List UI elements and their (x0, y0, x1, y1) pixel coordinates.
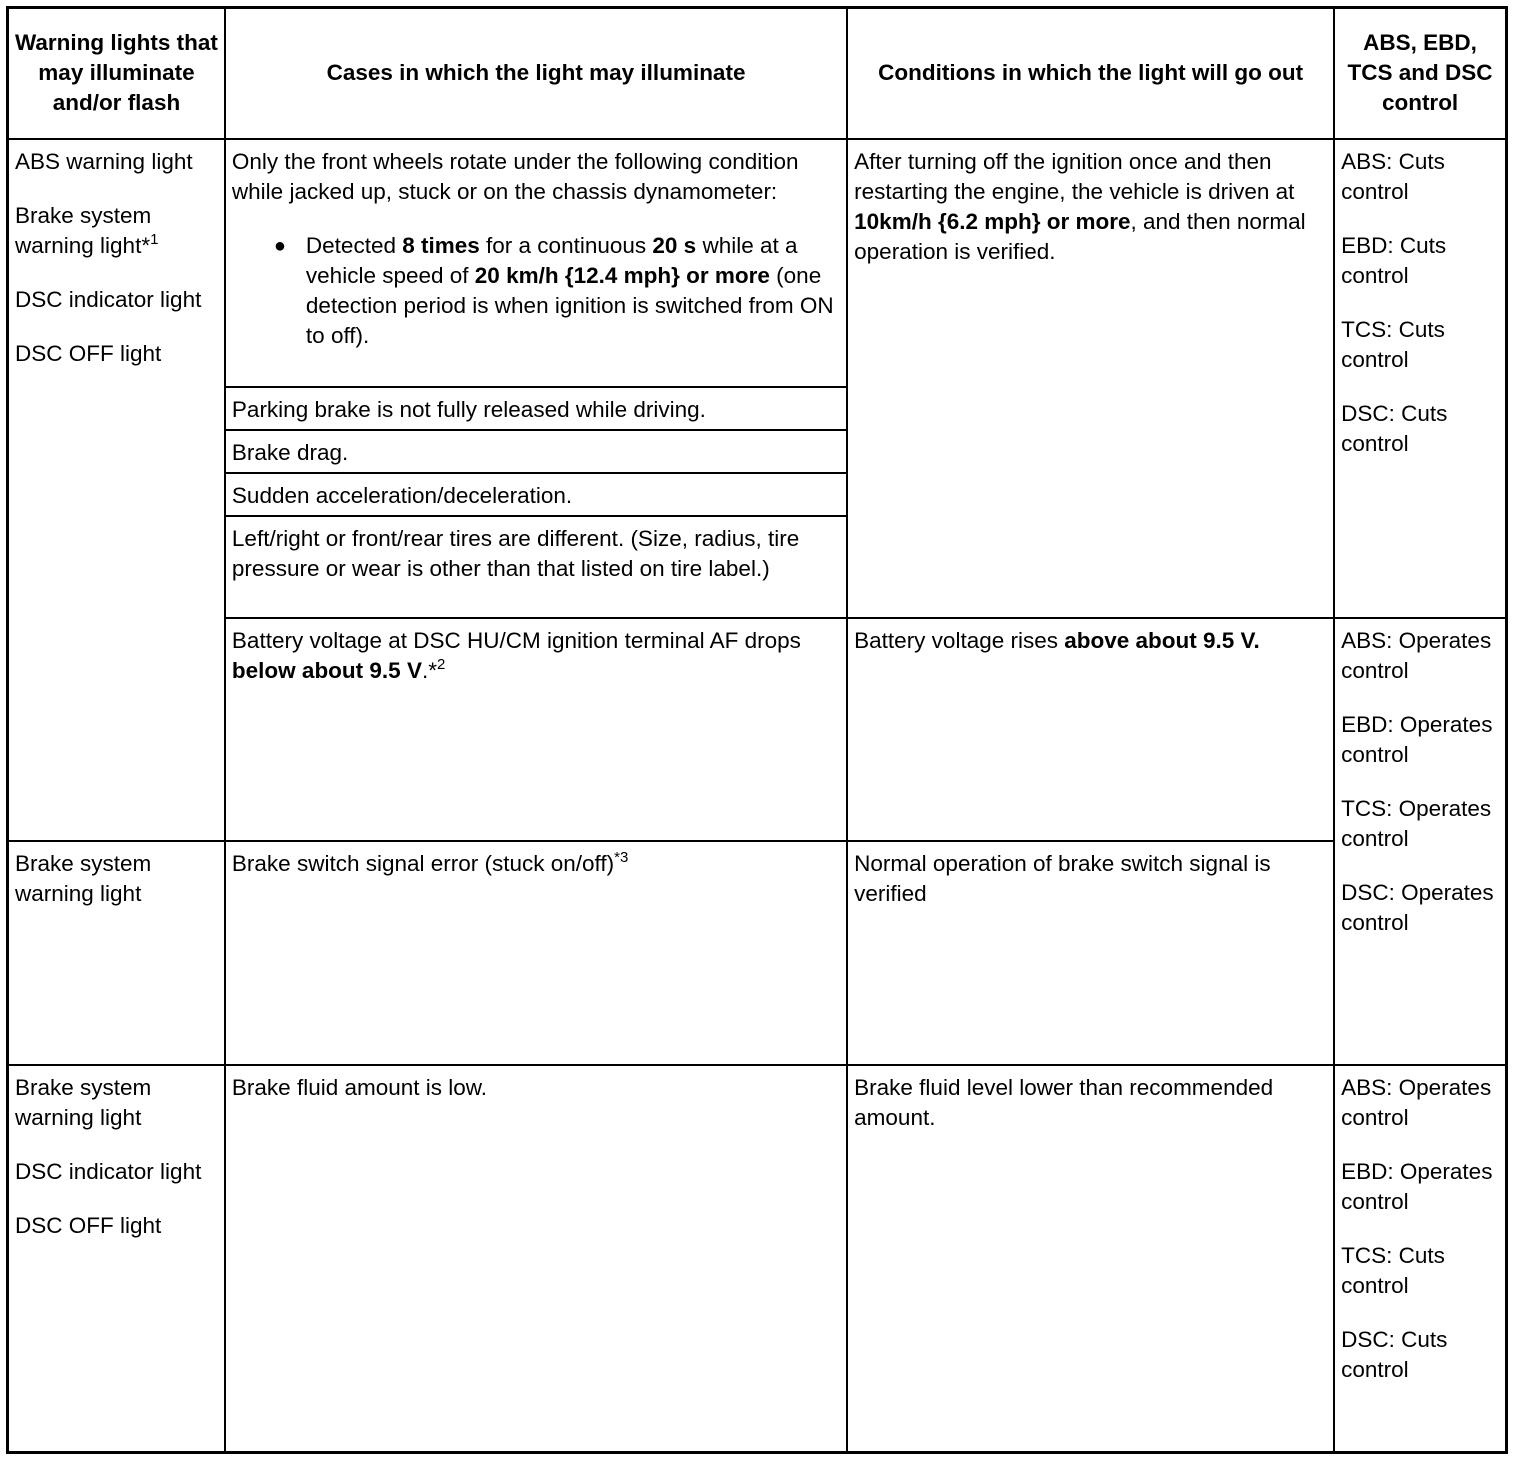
goes-out-battery-cell: Battery voltage rises above about 9.5 V. (847, 618, 1334, 841)
control-dsc: DSC: Cuts control (1341, 400, 1448, 456)
control-operates-cell (1334, 618, 1506, 1065)
header-warning-lights: Warning lights that may illuminate and/or flash (8, 8, 225, 139)
table-row (8, 1065, 1507, 1453)
case-tires-different: Left/right or front/rear tires are different. (Size, radius, tire pressure or wear is other than that listed on tire label.) (225, 516, 847, 618)
control-tcs: TCS: Cuts control (1341, 1242, 1445, 1298)
header-cases: Cases in which the light may illuminate (225, 8, 847, 139)
case-front-wheels (225, 139, 847, 387)
warning-light-table-container (6, 6, 1508, 1454)
control-abs: ABS: Operates control (1341, 627, 1492, 683)
case-bullet-text: Detected 8 times for a continuous 20 s while at a vehicle speed of 20 km/h {12.4 mph} or more (one detection period is when ignition is switched from ON to off). (305, 232, 834, 348)
control-cuts-cell (1334, 139, 1506, 618)
case-parking-brake: Parking brake is not fully released while driving. (225, 387, 847, 430)
light-abs-warning: ABS warning light (15, 148, 193, 174)
control-brake-fluid-cell (1334, 1065, 1506, 1453)
control-tcs: TCS: Cuts control (1341, 316, 1445, 372)
table-header-row (8, 8, 1507, 139)
case-front-wheels-intro: Only the front wheels rotate under the following condition while jacked up, stuck or on the chassis dynamometer: (231, 148, 799, 204)
case-brake-drag: Brake drag. (225, 430, 847, 473)
group1-lights-cell (8, 139, 225, 841)
header-control: ABS, EBD, TCS and DSC control (1334, 8, 1506, 139)
case-battery-voltage: Battery voltage at DSC HU/CM ignition terminal AF drops below about 9.5 V.*$^2$ (225, 618, 847, 841)
table-row (8, 139, 1507, 387)
control-ebd: EBD: Operates control (1341, 711, 1493, 767)
table-row (8, 618, 1507, 841)
case-bullet-item (274, 231, 841, 351)
case-brake-fluid: Brake fluid amount is low. (225, 1065, 847, 1453)
light-brake-system: Brake system warning light*$^1$ (15, 202, 159, 258)
warning-light-table (6, 6, 1508, 1454)
table-row (8, 841, 1507, 1065)
light-brake-system: Brake system warning light (15, 1074, 152, 1130)
control-dsc: DSC: Cuts control (1341, 1326, 1448, 1382)
header-conditions: Conditions in which the light will go out (847, 8, 1334, 139)
group3-lights-cell (8, 1065, 225, 1453)
control-tcs: TCS: Operates control (1341, 795, 1492, 851)
control-dsc: DSC: Operates control (1341, 879, 1494, 935)
case-sudden-accel: Sudden acceleration/deceleration. (225, 473, 847, 516)
control-abs: ABS: Operates control (1341, 1074, 1492, 1130)
light-dsc-off: DSC OFF light (15, 1212, 162, 1238)
bullet-dot-icon: ● (273, 234, 287, 257)
group2-lights-cell: Brake system warning light (8, 841, 225, 1065)
light-dsc-indicator: DSC indicator light (15, 1158, 202, 1184)
control-ebd: EBD: Operates control (1341, 1158, 1493, 1214)
light-dsc-indicator: DSC indicator light (15, 286, 202, 312)
control-ebd: EBD: Cuts control (1341, 232, 1447, 288)
control-abs: ABS: Cuts control (1341, 148, 1445, 204)
goes-out-restart-cell: After turning off the ignition once and then restarting the engine, the vehicle is driven at 10km/h {6.2 mph} or more, and then normal operation is verified. (847, 139, 1334, 618)
light-dsc-off: DSC OFF light (15, 340, 162, 366)
goes-out-brake-fluid: Brake fluid level lower than recommended amount. (847, 1065, 1334, 1453)
goes-out-brake-switch: Normal operation of brake switch signal is verified (847, 841, 1334, 1065)
case-brake-switch: Brake switch signal error (stuck on/off)$^{*3}$ (225, 841, 847, 1065)
